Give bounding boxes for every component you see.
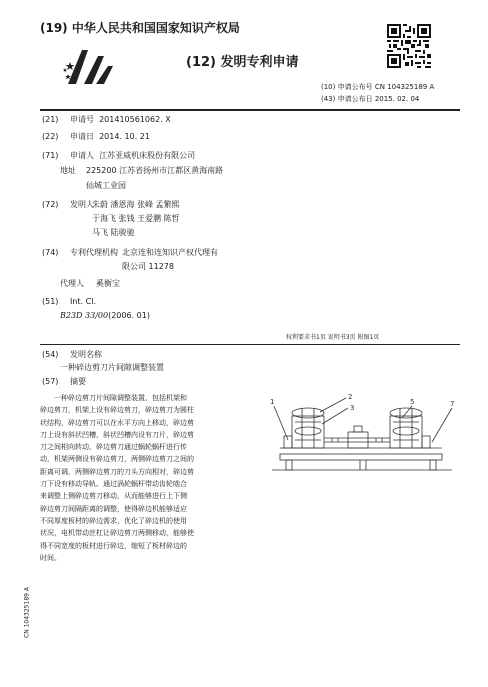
invention-title: 一种碎边剪刀片间隙调整装置 — [60, 363, 164, 372]
abstract-line: 不同厚度板材的碎边需求，优化了碎边机的使用 — [40, 516, 187, 525]
cnipa-emblem — [62, 44, 116, 92]
publication-number: (10) 申请公布号 CN 104325189 A — [321, 83, 435, 91]
side-publication-number: CN 104325189 A — [23, 587, 31, 638]
abstract-figure — [262, 392, 462, 474]
inventors-line-2: 于海飞 张钱 王爱鹏 陈哲 — [92, 214, 180, 223]
applicant: (71) 申请人 江苏亚威机床股份有限公司 — [42, 151, 196, 160]
agent-name: 奚衡宝 — [96, 279, 120, 288]
inventors-line-3: 马飞 陆骏驰 — [92, 228, 135, 237]
agency-label: (74) 专利代理机构 — [42, 248, 118, 257]
application-number: (21) 申请号 201410561062. X — [42, 115, 171, 124]
abstract-line: 距离可调，两侧碎边剪刀的刀头方向相对，碎边剪 — [40, 467, 194, 476]
abstract-line: 刀下设有移动导轨。通过涡轮蜗杆带动齿轮啮合 — [40, 480, 187, 489]
figure-label: 1 — [270, 398, 275, 406]
abstract-line: 一种碎边剪刀片间隙调整装置，包括机架和 — [54, 394, 187, 402]
abstract-line: 状结构，碎边剪刀可以在水平方向上移动，碎边剪 — [40, 418, 194, 427]
qr-code-icon — [387, 24, 431, 68]
figure-label: 7 — [450, 400, 455, 408]
inventors-label: (72) 发明人 — [42, 200, 94, 209]
inventors-line-1: 朱蔚 潘恩海 张峰 孟繁熙 — [92, 200, 180, 209]
agent-label: 代理人 — [60, 279, 84, 288]
abstract-line: 刀上设有斜状凹槽，斜状凹槽内设有刀片，碎边剪 — [40, 430, 194, 439]
pages-divider — [40, 344, 460, 345]
abstract-line: 动，机架两侧设有碎边剪刀，两侧碎边剪刀之间的 — [40, 455, 194, 464]
int-cl-label: (51) Int. Cl. — [42, 297, 97, 306]
address-line-1: 225200 江苏省扬州市江都区黄海南路 — [86, 166, 224, 175]
application-date: (22) 申请日 2014. 10. 21 — [42, 132, 150, 141]
figure-label: 2 — [348, 393, 353, 401]
abstract-text — [40, 392, 268, 564]
abstract-label: (57) 摘要 — [42, 377, 86, 386]
abstract-line: 碎边剪刀间隔距离的调整，使得碎边机能够适应 — [40, 504, 187, 513]
abstract-line: 碎边剪刀，机架上设有碎边剪刀，碎边剪刀为圆柱 — [40, 406, 194, 415]
address-label: 地址 — [60, 166, 76, 175]
abstract-line: 刀之间相向转动，碎边剪刀通过蜗轮蜗杆进行传 — [40, 443, 187, 452]
figure-label: 3 — [350, 404, 355, 412]
abstract-line: 时间。 — [40, 553, 61, 562]
figure-label: 5 — [410, 398, 415, 406]
abstract-line: 得不同宽度的板材进行碎边，缩短了板材碎边的 — [40, 541, 187, 550]
header-divider — [40, 109, 460, 111]
office-name: (19) 中华人民共和国国家知识产权局 — [40, 21, 240, 35]
agency-line-2: 限公司 11278 — [122, 262, 174, 271]
pages-info: 权利要求书1页 说明书3页 附图1页 — [286, 334, 380, 341]
address-line-2: 仙城工业园 — [86, 181, 126, 190]
title-label: (54) 发明名称 — [42, 350, 102, 359]
publication-type: (12) 发明专利申请 — [186, 55, 299, 70]
agency-line-1: 北京连和连知识产权代理有 — [122, 248, 218, 257]
publication-date: (43) 申请公布日 2015. 02. 04 — [321, 95, 420, 103]
abstract-line: 状况，电机带动丝杠让碎边剪刀两侧移动，能够使 — [40, 529, 194, 538]
abstract-line: 来调整上侧碎边剪刀移动，从而能够进行上下侧 — [40, 492, 187, 501]
int-cl-value: B23D 33/00(2006. 01) — [60, 311, 150, 320]
